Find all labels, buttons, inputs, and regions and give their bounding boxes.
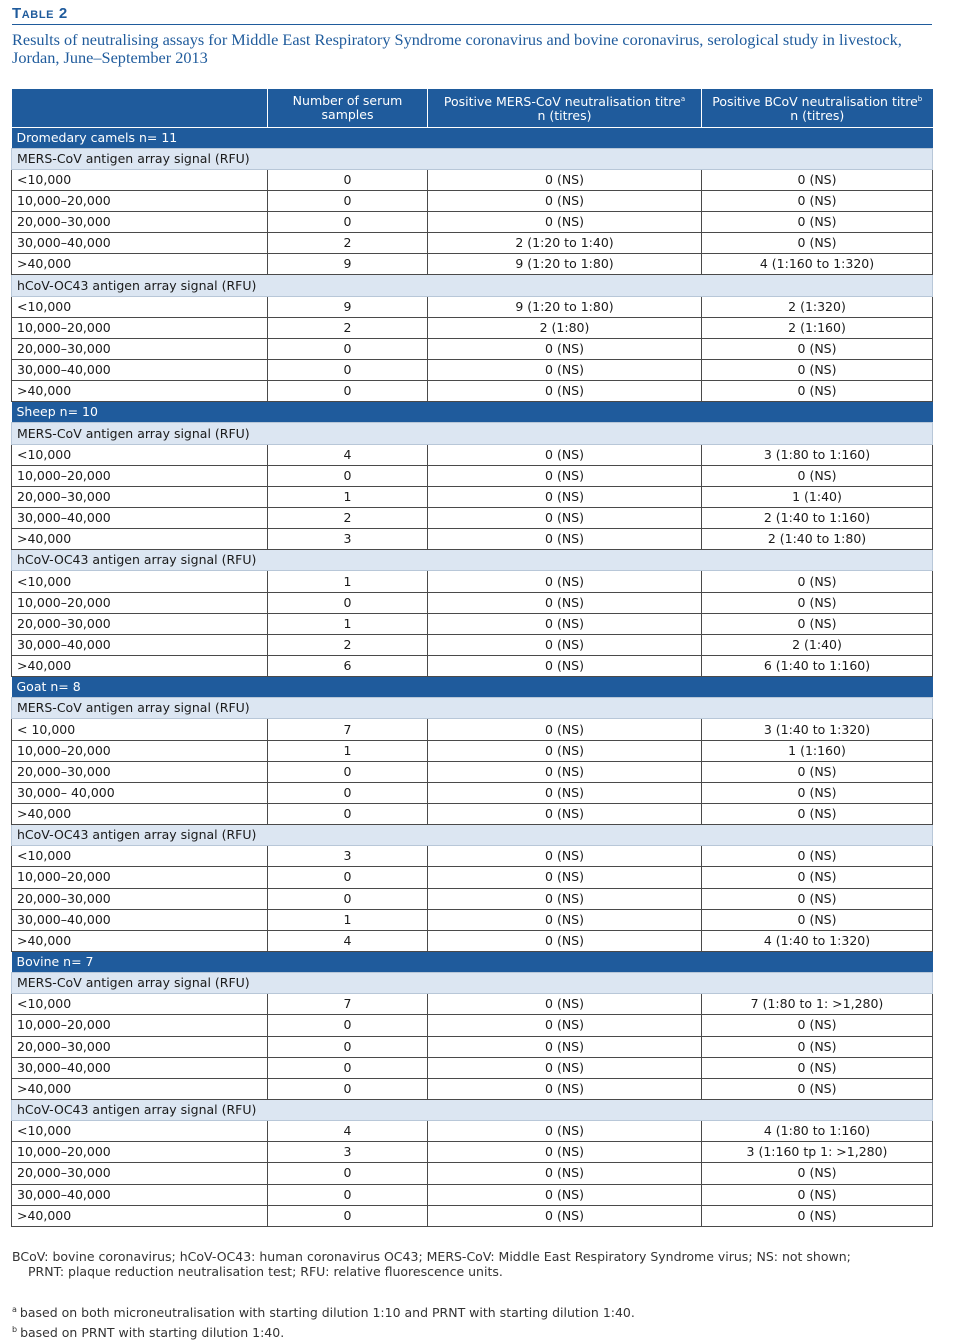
signal-range-cell: 30,000–40,000 [12,508,268,529]
bcov-titre-cell: 0 (NS) [702,867,933,888]
table-row [12,613,933,634]
serum-count-cell: 0 [268,592,428,613]
bcov-titre-cell: 0 (NS) [702,1078,933,1099]
bcov-titre-cell: 2 (1:40 to 1:160) [702,508,933,529]
bcov-titre-cell: 0 (NS) [702,169,933,190]
header-mers-titre [428,89,702,127]
mers-titre-cell: 0 (NS) [428,381,702,402]
signal-range-cell: >40,000 [12,804,268,825]
table-row [12,592,933,613]
antigen-section-row [12,973,933,994]
signal-range-cell: < 10,000 [12,719,268,740]
antigen-section-row [12,423,933,444]
signal-range-cell: 10,000–20,000 [12,867,268,888]
mers-titre-cell: 0 (NS) [428,740,702,761]
table-row [12,1078,933,1099]
species-group-row [12,951,933,972]
mers-titre-cell: 0 (NS) [428,592,702,613]
antigen-section-row [12,148,933,169]
table-row [12,888,933,909]
mers-titre-cell: 0 (NS) [428,930,702,951]
bcov-titre-cell: 1 (1:40) [702,486,933,507]
bcov-titre-cell: 2 (1:40) [702,634,933,655]
bcov-titre-cell: 3 (1:80 to 1:160) [702,444,933,465]
abbreviations-note [12,1249,912,1279]
mers-titre-cell: 0 (NS) [428,761,702,782]
species-group-row [12,402,933,423]
signal-range-cell: <10,000 [12,1121,268,1142]
antigen-section-row [12,1099,933,1120]
bcov-titre-cell: 2 (1:320) [702,296,933,317]
signal-range-cell: 10,000–20,000 [12,1015,268,1036]
table-row [12,656,933,677]
signal-range-cell: 30,000– 40,000 [12,782,268,803]
serum-count-cell: 1 [268,571,428,592]
serum-count-cell: 0 [268,1015,428,1036]
bcov-titre-cell: 0 (NS) [702,465,933,486]
signal-range-cell: 10,000–20,000 [12,317,268,338]
serum-count-cell: 2 [268,508,428,529]
table-row [12,740,933,761]
bcov-titre-cell: 0 (NS) [702,804,933,825]
species-group-row [12,677,933,698]
antigen-label: MERS-CoV antigen array signal (RFU) [12,148,933,169]
antigen-label: MERS-CoV antigen array signal (RFU) [12,698,933,719]
mers-titre-cell: 0 (NS) [428,613,702,634]
table-row [12,761,933,782]
bcov-titre-cell: 2 (1:40 to 1:80) [702,529,933,550]
serum-count-cell: 0 [268,804,428,825]
bcov-titre-cell: 3 (1:40 to 1:320) [702,719,933,740]
mers-titre-cell: 0 (NS) [428,508,702,529]
bcov-titre-cell: 0 (NS) [702,592,933,613]
bcov-titre-cell: 0 (NS) [702,338,933,359]
mers-titre-cell: 0 (NS) [428,1015,702,1036]
bcov-titre-cell: 0 (NS) [702,888,933,909]
serum-count-cell: 0 [268,212,428,233]
table-row [12,804,933,825]
bcov-titre-cell: 4 (1:80 to 1:160) [702,1121,933,1142]
table-label: Table 2 [12,5,68,22]
antigen-label: hCoV-OC43 antigen array signal (RFU) [12,1099,933,1120]
table-row [12,190,933,211]
serum-count-cell: 0 [268,1036,428,1057]
mers-titre-cell: 0 (NS) [428,1121,702,1142]
table-row [12,233,933,254]
signal-range-cell: 10,000–20,000 [12,465,268,486]
species-label: Dromedary camels n= 11 [12,127,933,148]
antigen-label: MERS-CoV antigen array signal (RFU) [12,423,933,444]
antigen-label: hCoV-OC43 antigen array signal (RFU) [12,550,933,571]
table-row [12,212,933,233]
table-row [12,529,933,550]
title-rule [12,24,932,25]
serum-count-cell: 0 [268,338,428,359]
table-row [12,634,933,655]
bcov-titre-cell: 0 (NS) [702,1057,933,1078]
serum-count-cell: 7 [268,994,428,1015]
signal-range-cell: >40,000 [12,930,268,951]
mers-titre-cell: 0 (NS) [428,846,702,867]
footnote-a-text: based on both microneutralisation with starting dilution 1:10 and PRNT with starting dilution 1:40. [19,1305,635,1320]
serum-count-cell: 0 [268,169,428,190]
serum-count-cell: 0 [268,465,428,486]
mers-titre-cell: 0 (NS) [428,1205,702,1226]
table-caption: Results of neutralising assays for Middle East Respiratory Syndrome coronavirus and bovine coronavirus, serological study in livestock, Jordan, June–September 2013 [12,30,902,67]
serum-count-cell: 1 [268,740,428,761]
mers-titre-cell: 0 (NS) [428,634,702,655]
signal-range-cell: >40,000 [12,1205,268,1226]
mers-titre-cell: 0 (NS) [428,888,702,909]
antigen-section-row [12,550,933,571]
bcov-titre-cell: 1 (1:160) [702,740,933,761]
signal-range-cell: >40,000 [12,381,268,402]
mers-titre-cell: 0 (NS) [428,1057,702,1078]
abbreviations-line-1: BCoV: bovine coronavirus; hCoV-OC43: human coronavirus OC43; MERS-CoV: Middle East Respiratory Syndrome virus; NS: not shown; [12,1249,851,1264]
bcov-titre-cell: 0 (NS) [702,846,933,867]
serum-count-cell: 2 [268,634,428,655]
serum-count-cell: 3 [268,529,428,550]
table-row [12,444,933,465]
signal-range-cell: >40,000 [12,656,268,677]
signal-range-cell: <10,000 [12,571,268,592]
mers-titre-cell: 2 (1:20 to 1:40) [428,233,702,254]
table-row [12,1036,933,1057]
footnote-b [12,1322,912,1340]
table-row [12,338,933,359]
table-row [12,317,933,338]
serum-count-cell: 4 [268,930,428,951]
footnote-a-ref: a [680,95,686,104]
antigen-section-row [12,825,933,846]
signal-range-cell: 30,000–40,000 [12,233,268,254]
header-bcov-titre [702,89,933,127]
signal-range-cell: >40,000 [12,254,268,275]
signal-range-cell: 20,000–30,000 [12,613,268,634]
serum-count-cell: 1 [268,486,428,507]
results-table [11,89,933,1227]
table-row [12,465,933,486]
mers-titre-cell: 0 (NS) [428,571,702,592]
table-row [12,296,933,317]
serum-count-cell: 9 [268,296,428,317]
table-row [12,1163,933,1184]
mers-titre-cell: 0 (NS) [428,994,702,1015]
mers-titre-cell: 0 (NS) [428,465,702,486]
species-label: Sheep n= 10 [12,402,933,423]
mers-titre-cell: 0 (NS) [428,1078,702,1099]
table-row [12,867,933,888]
serum-count-cell: 0 [268,761,428,782]
mers-titre-cell: 0 (NS) [428,444,702,465]
header-bcov-label: Positive BCoV neutralisation titre [712,94,918,110]
table-row [12,782,933,803]
signal-range-cell: 20,000–30,000 [12,888,268,909]
serum-count-cell: 0 [268,1163,428,1184]
header-mers-label: Positive MERS-CoV neutralisation titre [443,94,681,110]
signal-range-cell: 30,000–40,000 [12,909,268,930]
serum-count-cell: 4 [268,444,428,465]
bcov-titre-cell: 0 (NS) [702,1015,933,1036]
footnote-a-mark: a [12,1305,17,1314]
mers-titre-cell: 9 (1:20 to 1:80) [428,254,702,275]
signal-range-cell: 20,000–30,000 [12,1036,268,1057]
bcov-titre-cell: 0 (NS) [702,190,933,211]
serum-count-cell: 1 [268,613,428,634]
table-row [12,1142,933,1163]
table-row [12,1015,933,1036]
signal-range-cell: 20,000–30,000 [12,338,268,359]
table-row [12,169,933,190]
mers-titre-cell: 0 (NS) [428,1184,702,1205]
bcov-titre-cell: 0 (NS) [702,1184,933,1205]
antigen-label: hCoV-OC43 antigen array signal (RFU) [12,825,933,846]
signal-range-cell: 30,000–40,000 [12,634,268,655]
serum-count-cell: 3 [268,846,428,867]
serum-count-cell: 0 [268,381,428,402]
serum-count-cell: 9 [268,254,428,275]
serum-count-cell: 0 [268,190,428,211]
bcov-titre-cell: 0 (NS) [702,1163,933,1184]
table-row [12,508,933,529]
mers-titre-cell: 0 (NS) [428,867,702,888]
table-row [12,1184,933,1205]
serum-count-cell: 2 [268,233,428,254]
bcov-titre-cell: 0 (NS) [702,1036,933,1057]
signal-range-cell: 10,000–20,000 [12,1142,268,1163]
antigen-section-row [12,275,933,296]
mers-titre-cell: 0 (NS) [428,486,702,507]
table-row [12,486,933,507]
signal-range-cell: >40,000 [12,529,268,550]
signal-range-cell: 20,000–30,000 [12,1163,268,1184]
signal-range-cell: 30,000–40,000 [12,1184,268,1205]
table-row [12,909,933,930]
signal-range-cell: <10,000 [12,444,268,465]
serum-count-cell: 0 [268,888,428,909]
bcov-titre-cell: 0 (NS) [702,212,933,233]
serum-count-cell: 0 [268,782,428,803]
signal-range-cell: 10,000–20,000 [12,190,268,211]
bcov-titre-cell: 0 (NS) [702,909,933,930]
mers-titre-cell: 0 (NS) [428,529,702,550]
mers-titre-cell: 0 (NS) [428,782,702,803]
bcov-titre-cell: 0 (NS) [702,381,933,402]
bcov-titre-cell: 0 (NS) [702,360,933,381]
bcov-titre-cell: 2 (1:160) [702,317,933,338]
footnote-b-mark: b [12,1325,18,1334]
table-row [12,1057,933,1078]
mers-titre-cell: 0 (NS) [428,360,702,381]
mers-titre-cell: 0 (NS) [428,338,702,359]
serum-count-cell: 0 [268,1057,428,1078]
serum-count-cell: 0 [268,1184,428,1205]
signal-range-cell: <10,000 [12,296,268,317]
table-row [12,360,933,381]
signal-range-cell: >40,000 [12,1078,268,1099]
antigen-label: hCoV-OC43 antigen array signal (RFU) [12,275,933,296]
table-row [12,930,933,951]
bcov-titre-cell: 0 (NS) [702,782,933,803]
species-label: Bovine n= 7 [12,951,933,972]
table-row [12,571,933,592]
table-row [12,381,933,402]
mers-titre-cell: 0 (NS) [428,1036,702,1057]
serum-count-cell: 0 [268,1078,428,1099]
mers-titre-cell: 9 (1:20 to 1:80) [428,296,702,317]
signal-range-cell: 30,000–40,000 [12,1057,268,1078]
bcov-titre-cell: 3 (1:160 tp 1: >1,280) [702,1142,933,1163]
serum-count-cell: 0 [268,867,428,888]
signal-range-cell: <10,000 [12,846,268,867]
table-body [12,127,933,1226]
mers-titre-cell: 0 (NS) [428,1163,702,1184]
serum-count-cell: 4 [268,1121,428,1142]
bcov-titre-cell: 0 (NS) [702,571,933,592]
mers-titre-cell: 2 (1:80) [428,317,702,338]
header-category [12,89,268,127]
bcov-titre-cell: 0 (NS) [702,233,933,254]
signal-range-cell: <10,000 [12,169,268,190]
table-row [12,719,933,740]
mers-titre-cell: 0 (NS) [428,804,702,825]
mers-titre-cell: 0 (NS) [428,190,702,211]
serum-count-cell: 0 [268,1205,428,1226]
mers-titre-cell: 0 (NS) [428,656,702,677]
bcov-titre-cell: 7 (1:80 to 1: >1,280) [702,994,933,1015]
abbreviations-line-2: PRNT: plaque reduction neutralisation test; RFU: relative fluorescence units. [28,1264,503,1279]
serum-count-cell: 6 [268,656,428,677]
serum-count-cell: 1 [268,909,428,930]
header-mers-sub: n (titres) [537,108,592,124]
bcov-titre-cell: 4 (1:40 to 1:320) [702,930,933,951]
serum-count-cell: 3 [268,1142,428,1163]
bcov-titre-cell: 4 (1:160 to 1:320) [702,254,933,275]
species-label: Goat n= 8 [12,677,933,698]
bcov-titre-cell: 0 (NS) [702,613,933,634]
header-bcov-sub: n (titres) [790,108,845,124]
serum-count-cell: 7 [268,719,428,740]
mers-titre-cell: 0 (NS) [428,1142,702,1163]
signal-range-cell: 20,000–30,000 [12,761,268,782]
bcov-titre-cell: 6 (1:40 to 1:160) [702,656,933,677]
serum-count-cell: 0 [268,360,428,381]
antigen-section-row [12,698,933,719]
table-row [12,1205,933,1226]
signal-range-cell: 10,000–20,000 [12,592,268,613]
signal-range-cell: <10,000 [12,994,268,1015]
serum-count-cell: 2 [268,317,428,338]
footnote-b-text: based on PRNT with starting dilution 1:40. [20,1325,285,1340]
signal-range-cell: 30,000–40,000 [12,360,268,381]
bcov-titre-cell: 0 (NS) [702,1205,933,1226]
footnote-b-ref: b [917,95,923,104]
table-row [12,846,933,867]
table-row [12,254,933,275]
footnote-a [12,1302,912,1320]
species-group-row [12,127,933,148]
table-row [12,994,933,1015]
header-serum-samples: Number of serum samples [268,89,428,127]
table-row [12,1121,933,1142]
mers-titre-cell: 0 (NS) [428,719,702,740]
signal-range-cell: 20,000–30,000 [12,212,268,233]
mers-titre-cell: 0 (NS) [428,169,702,190]
bcov-titre-cell: 0 (NS) [702,761,933,782]
table-header-row [12,89,933,127]
antigen-label: MERS-CoV antigen array signal (RFU) [12,973,933,994]
mers-titre-cell: 0 (NS) [428,212,702,233]
mers-titre-cell: 0 (NS) [428,909,702,930]
signal-range-cell: 10,000–20,000 [12,740,268,761]
signal-range-cell: 20,000–30,000 [12,486,268,507]
